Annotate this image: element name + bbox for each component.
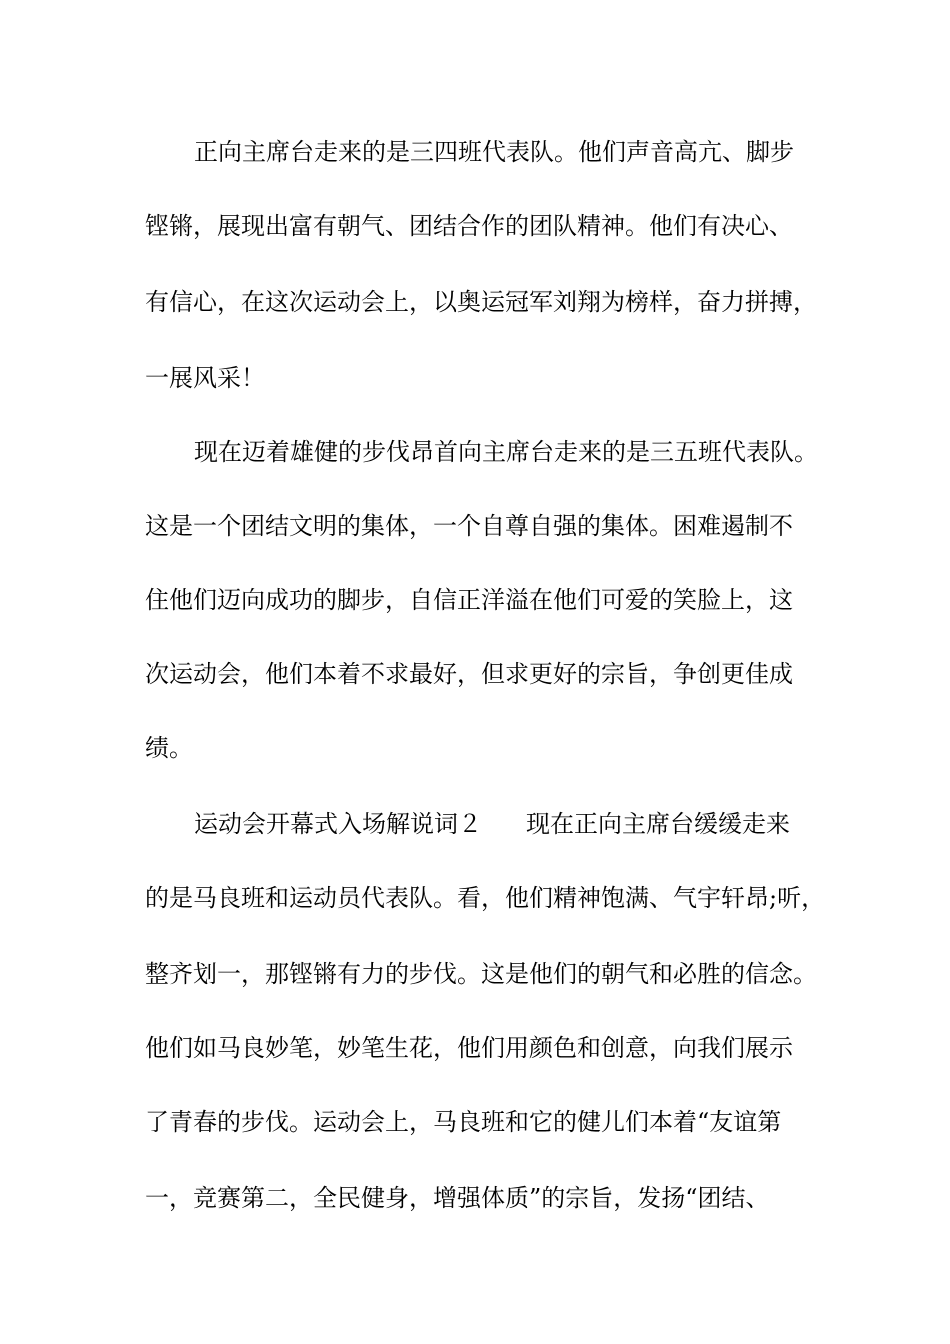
paragraph-3-line-1 [194,804,825,844]
paragraph-3-line-4: 他们如马良妙笔，妙笔生花，他们用颜色和创意，向我们展示 [145,1034,793,1062]
paragraph-2-line-4: 次运动会，他们本着不求最好，但求更好的宗旨，争创更佳成 [145,660,793,688]
paragraph-3-line-3: 整齐划一，那铿锵有力的步伐。这是他们的朝气和必胜的信念。 [145,960,817,988]
paragraph-3-first-text: 现在正向主席台缓缓走来 [526,810,790,838]
paragraph-3-line-5: 了青春的步伐。运动会上，马良班和它的健儿们本着“友谊第 [145,1108,782,1136]
paragraph-2-line-5: 绩。 [145,734,193,762]
section-heading: 运动会开幕式入场解说词２ [194,810,482,838]
paragraph-1-line-4: 一展风采！ [145,364,265,392]
paragraph-2-line-2: 这是一个团结文明的集体，一个自尊自强的集体。困难遏制不 [145,512,793,540]
paragraph-2-line-1: 现在迈着雄健的步伐昂首向主席台走来的是三五班代表队。 [194,438,818,466]
paragraph-1-line-2: 铿锵，展现出富有朝气、团结合作的团队精神。他们有决心、 [145,212,793,240]
paragraph-1-line-1: 正向主席台走来的是三四班代表队。他们声音高亢、脚步 [194,138,794,166]
paragraph-3-line-6: 一，竞赛第二，全民健身，增强体质”的宗旨，发扬“团结、 [145,1184,770,1212]
paragraph-2-line-3: 住他们迈向成功的脚步，自信正洋溢在他们可爱的笑脸上，这 [145,586,793,614]
paragraph-3-line-2: 的是马良班和运动员代表队。看，他们精神饱满、气宇轩昂;听， [145,884,826,912]
paragraph-1-line-3: 有信心，在这次运动会上，以奥运冠军刘翔为榜样，奋力拼搏， [145,288,817,316]
